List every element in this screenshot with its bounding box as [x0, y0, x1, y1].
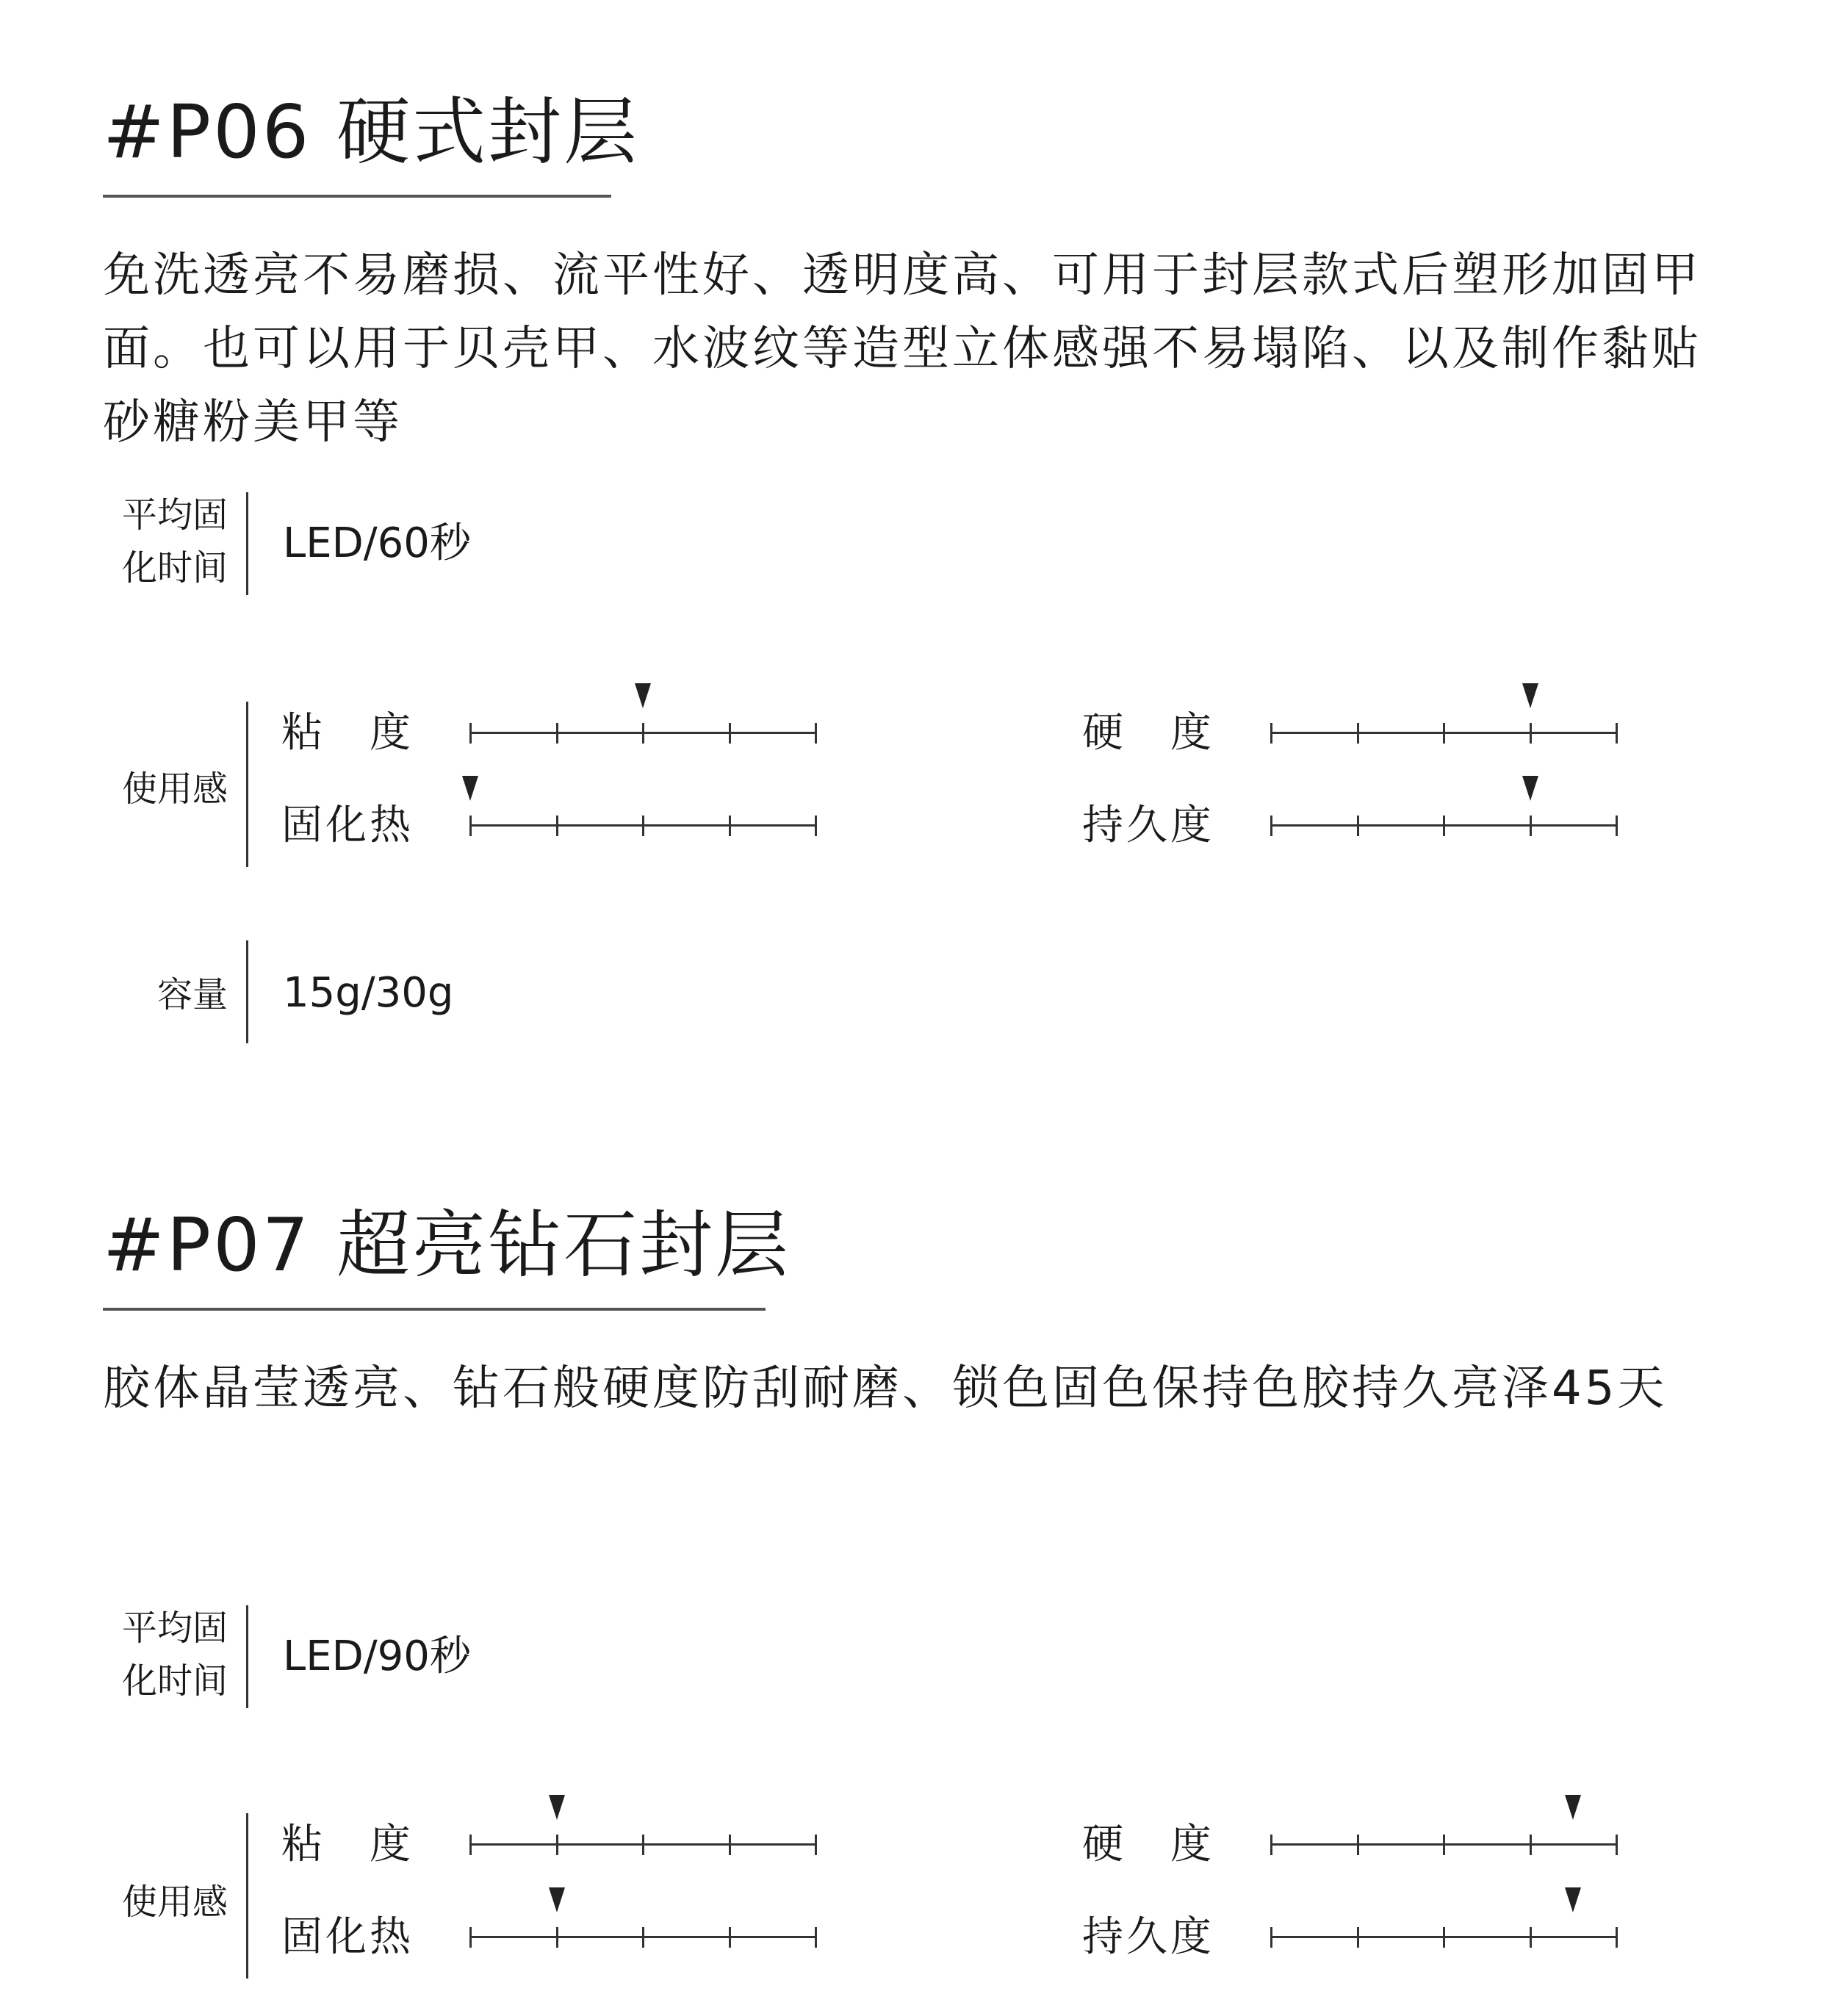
meter-label-viscosity: 粘度: [281, 709, 458, 757]
meter-curing-heat: [470, 1901, 823, 1959]
cure-time-label-line2: 化时间: [121, 1660, 228, 1702]
meter-tick: [556, 1927, 558, 1948]
meter-tick: [1357, 723, 1359, 744]
meter-tick: [729, 1927, 731, 1948]
divider: [246, 492, 248, 595]
meter-tick: [642, 723, 644, 744]
meter-durability: [1271, 789, 1624, 848]
meter-marker-icon: [1522, 776, 1538, 801]
meter-marker-icon: [549, 1887, 565, 1912]
meter-label-curing-heat: 固化热: [281, 1913, 414, 1961]
meter-tick: [469, 1927, 472, 1948]
meter-label-hardness: 硬度: [1082, 709, 1259, 757]
meter-marker-icon: [1565, 1795, 1581, 1820]
meter-tick: [729, 1835, 731, 1855]
meter-tick: [815, 1927, 817, 1948]
divider: [246, 1813, 248, 1979]
meter-tick: [1616, 816, 1618, 836]
meter-marker-icon: [1522, 683, 1538, 708]
feel-label: 使用感: [121, 1882, 228, 1923]
meter-marker-icon: [635, 683, 651, 708]
meter-label-durability: 持久度: [1082, 802, 1214, 849]
meter-tick: [729, 816, 731, 836]
meter-marker-icon: [549, 1795, 565, 1820]
meter-tick: [1357, 1927, 1359, 1948]
meter-tick: [1616, 1835, 1618, 1855]
meter-tick: [815, 1835, 817, 1855]
meter-curing-heat: [470, 789, 823, 848]
meter-tick: [1616, 723, 1618, 744]
meter-tick: [556, 723, 558, 744]
cure-time-label-line1: 平均固: [121, 1608, 228, 1649]
meter-tick: [1270, 1835, 1272, 1855]
meter-tick: [556, 816, 558, 836]
meter-hardness: [1271, 1808, 1624, 1867]
meter-tick: [729, 723, 731, 744]
meter-label-viscosity: 粘度: [281, 1821, 458, 1868]
meter-tick: [1270, 816, 1272, 836]
product-title: #P06 硬式封层: [103, 89, 640, 175]
capacity-value: 15g/30g: [283, 969, 454, 1017]
cure-time-value: LED/60秒: [283, 519, 471, 567]
meter-marker-icon: [462, 776, 478, 801]
meter-tick: [1530, 1835, 1532, 1855]
meter-tick: [1443, 1927, 1445, 1948]
meter-hardness: [1271, 696, 1624, 755]
meter-durability: [1271, 1901, 1624, 1959]
meter-marker-icon: [1565, 1887, 1581, 1912]
meter-tick: [469, 1835, 472, 1855]
meter-tick: [815, 723, 817, 744]
meter-tick: [1530, 723, 1532, 744]
meter-viscosity: [470, 1808, 823, 1867]
meter-tick: [1530, 1927, 1532, 1948]
meter-tick: [1357, 816, 1359, 836]
product-description: 免洗透亮不易磨损、流平性好、透明度高、可用于封层款式后塑形加固甲面。也可以用于贝壳甲、水波纹等造型立体感强不易塌陷、以及制作黏贴砂糖粉美甲等: [103, 248, 1702, 450]
meter-label-durability: 持久度: [1082, 1913, 1214, 1961]
meter-tick: [642, 1835, 644, 1855]
meter-tick: [1270, 723, 1272, 744]
meter-tick: [1443, 816, 1445, 836]
divider: [246, 1605, 248, 1708]
meter-tick: [642, 1927, 644, 1948]
meter-tick: [815, 816, 817, 836]
feel-label: 使用感: [121, 768, 228, 810]
meter-tick: [1443, 723, 1445, 744]
cure-time-label: [122, 489, 228, 594]
meter-tick: [1443, 1835, 1445, 1855]
meter-tick: [1616, 1927, 1618, 1948]
meter-viscosity: [470, 696, 823, 755]
cure-time-label-line1: 平均固: [121, 494, 228, 536]
cure-time-label-line2: 化时间: [121, 547, 228, 588]
title-underline: [103, 1308, 766, 1311]
meter-tick: [469, 723, 472, 744]
meter-label-curing-heat: 固化热: [281, 802, 414, 849]
divider: [246, 702, 248, 867]
meter-tick: [1530, 816, 1532, 836]
meter-tick: [556, 1835, 558, 1855]
cure-time-value: LED/90秒: [283, 1632, 471, 1680]
capacity-label: 容量: [156, 974, 228, 1015]
meter-tick: [1357, 1835, 1359, 1855]
cure-time-label: [122, 1602, 228, 1707]
title-underline: [103, 195, 611, 198]
meter-tick: [469, 816, 472, 836]
meter-label-hardness: 硬度: [1082, 1821, 1259, 1868]
meter-tick: [1270, 1927, 1272, 1948]
product-title: #P07 超亮钻石封层: [103, 1202, 791, 1288]
divider: [246, 940, 248, 1043]
product-description: 胶体晶莹透亮、钻石般硬度防刮耐磨、锁色固色保持色胶持久亮泽45天: [103, 1361, 1668, 1416]
meter-tick: [642, 816, 644, 836]
